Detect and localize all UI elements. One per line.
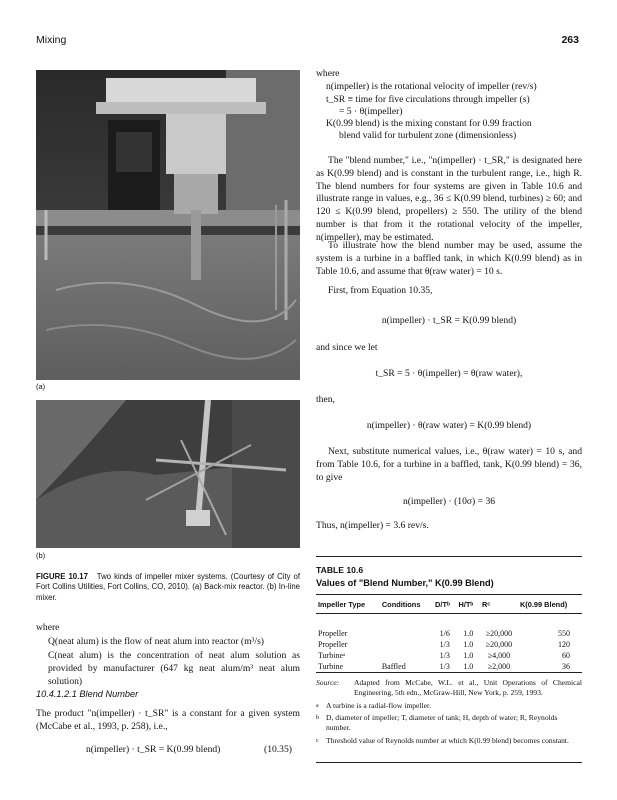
footnote-mark: c xyxy=(316,737,319,744)
table-source xyxy=(316,678,582,698)
table-header-row xyxy=(316,595,582,614)
table-title: Values of "Blend Number," K(0.99 Blend) xyxy=(316,578,494,588)
table-footnotes xyxy=(316,701,582,746)
footnote-b xyxy=(316,713,582,733)
definition-t-sr: t_SR ≡ time for five circulations through impeller (s) xyxy=(326,94,530,105)
table-row xyxy=(316,628,582,639)
right-paragraph-thus: Thus, n(impeller) = 3.6 rev/s. xyxy=(316,520,429,531)
col-d-t: D/Tᵇ xyxy=(435,599,450,609)
table-cell: 1/3 xyxy=(439,661,450,671)
table-cell: Propeller xyxy=(318,628,348,638)
right-where: where xyxy=(316,68,340,79)
figure-caption-label: FIGURE 10.17 xyxy=(36,572,88,581)
table-cell xyxy=(380,628,433,639)
table-cell: Baffled xyxy=(381,661,406,671)
panel-b-label: (b) xyxy=(36,551,46,560)
footnote-mark: b xyxy=(316,715,319,722)
table-cell: Propeller xyxy=(318,639,348,649)
equation-blend-4: n(impeller) · (10σ) = 36 xyxy=(402,496,496,507)
right-paragraph-first: First, from Equation 10.35, xyxy=(328,285,433,296)
table-source-text: Adapted from McCabe, W.L. et al., Unit Operations of Chemical Engineering, 5th edn., McGraw-Hill, New York, p. 259, 1993. xyxy=(354,678,582,698)
table-cell: 550 xyxy=(558,628,570,638)
table-cell: 1.0 xyxy=(463,628,474,638)
footnote-a xyxy=(316,701,582,711)
table-container xyxy=(316,594,582,673)
definition-q-neat-alum: Q(neat alum) is the flow of neat alum into reactor (m³/s) xyxy=(48,636,264,647)
table-cell: Turbineᵃ xyxy=(318,650,346,660)
definition-k-blend-cont: blend valid for turbulent zone (dimensionless) xyxy=(339,130,517,141)
blend-number-table xyxy=(316,594,582,673)
col-k-blend: K(0.99 Blend) xyxy=(519,599,568,609)
table-cell: 120 xyxy=(558,639,570,649)
table-cell: Turbine xyxy=(318,661,344,671)
table-row xyxy=(316,639,582,650)
definition-t-sr-value: = 5 · θ(impeller) xyxy=(339,106,403,117)
right-paragraph-substitute: Next, substitute numerical values, i.e., θ(raw water) = 10 s, and from Table 10.6, for a turbine in a baffled, tank, K(0.99 blend) = 36, to give xyxy=(316,446,582,483)
table-source-label: Source: xyxy=(316,678,340,687)
equation-blend-3: n(impeller) · θ(raw water) = K(0.99 blend) xyxy=(366,420,532,431)
page-number: 263 xyxy=(561,34,579,46)
photo-back-mix-reactor xyxy=(36,70,300,380)
left-paragraph: The product "n(impeller) · t_SR" is a constant for a given system (McCabe et al., 1993, p. 258), i.e., xyxy=(36,708,300,732)
table-cell: 1.0 xyxy=(463,639,474,649)
table-cell: 60 xyxy=(562,650,570,660)
equation-number: (10.35) xyxy=(264,744,292,755)
table-cell xyxy=(380,650,433,661)
table-cell: ≥2,000 xyxy=(487,661,511,671)
definition-k-blend: K(0.99 blend) is the mixing constant for 0.99 fraction xyxy=(326,118,532,129)
equation-blend-2: t_SR = 5 · θ(impeller) = θ(raw water), xyxy=(375,368,523,379)
col-reynolds: Rᶜ xyxy=(481,599,491,609)
table-cell: 1.0 xyxy=(463,650,474,660)
table-cell: ≥20,000 xyxy=(485,639,513,649)
right-paragraph-illustration: To illustrate how the blend number may be used, assume the system is a turbine in a baffled tank, in which K(0.99 blend) as in Table 10.6, and assume that θ(raw water) = 10 s. xyxy=(316,240,582,277)
table-bottom-rule xyxy=(316,762,582,763)
footnote-mark: a xyxy=(316,703,319,709)
table-cell: 1.0 xyxy=(463,661,474,671)
table-cell: ≥20,000 xyxy=(485,628,513,638)
table-cell: ≥4,000 xyxy=(487,650,511,660)
photo-in-line-mixer xyxy=(36,400,300,548)
right-paragraph-since: and since we let xyxy=(316,342,378,353)
section-heading-blend-number: 10.4.1.2.1 Blend Number xyxy=(36,689,139,699)
running-header-section: Mixing xyxy=(36,34,67,46)
footnote-text: D, diameter of impeller; T, diameter of tank; H, depth of water; R, Reynolds number. xyxy=(326,713,558,733)
footnote-c xyxy=(316,736,582,746)
figure-caption xyxy=(36,572,300,603)
definition-c-neat-alum: C(neat alum) is the concentration of neat alum solution as provided by manufacturer (647 kg neat alum/m³ neat alum solution) xyxy=(48,650,300,687)
table-row xyxy=(316,650,582,661)
footnote-text: A turbine is a radial-flow impeller. xyxy=(326,701,432,710)
col-impeller-type: Impeller Type xyxy=(318,599,366,609)
table-row xyxy=(316,661,582,673)
figure-caption-text: Two kinds of impeller mixer systems. (Courtesy of City of Fort Collins Utilities, Fort Collins, CO, 2010). (a) Back-mix reactor. (b) In-line mixer. xyxy=(36,572,300,602)
definition-n-impeller: n(impeller) is the rotational velocity of impeller (rev/s) xyxy=(326,81,537,92)
table-top-rule xyxy=(316,556,582,557)
footnote-text: Threshold value of Reynolds number at which K(0.99 blend) becomes constant. xyxy=(326,735,569,745)
table-cell xyxy=(380,639,433,650)
table-cell: 1/3 xyxy=(439,639,450,649)
table-cell: 36 xyxy=(562,661,570,671)
table-cell: 1/6 xyxy=(439,628,450,638)
right-paragraph-then: then, xyxy=(316,394,335,405)
panel-a-label: (a) xyxy=(36,382,46,391)
equation-10-35: n(impeller) · t_SR = K(0.99 blend) xyxy=(86,744,221,755)
equation-blend-1: n(impeller) · t_SR = K(0.99 blend) xyxy=(381,315,517,326)
table-cell: 1/3 xyxy=(439,650,450,660)
col-h-t: H/Tᵇ xyxy=(458,599,474,609)
table-label: TABLE 10.6 xyxy=(316,565,364,575)
right-paragraph-blend-number: The "blend number," i.e., "n(impeller) · t_SR," is designated here as K(0.99 blend) and is constant in the turbulent range, i.e., high R. The blend numbers for four systems are given in Table 10.6 and illustrate range in values, e.g., 36 ≤ K(0.99 blend, turbines) ≥ 60; and 120 ≤ K(0.99 blend, propellers) ≥ 550. The utility of the blend number is that from it the rotational velocity of the impeller, n(impeller), may be estimated. xyxy=(316,155,582,243)
left-where: where xyxy=(36,622,60,633)
col-conditions: Conditions xyxy=(381,599,421,609)
